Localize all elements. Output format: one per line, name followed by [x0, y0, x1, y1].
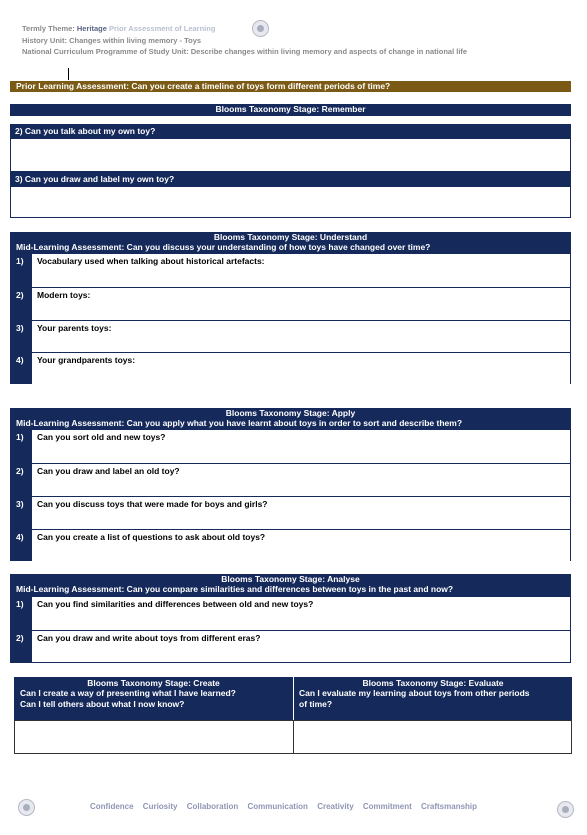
remember-stage-bar: Blooms Taxonomy Stage: Remember	[10, 104, 571, 116]
apply-row-3[interactable]	[32, 496, 570, 529]
remember-answer-2[interactable]	[10, 138, 571, 172]
analyse-row-1[interactable]	[32, 597, 570, 630]
apply-row-1[interactable]	[32, 430, 570, 463]
understand-table	[10, 253, 571, 384]
analyse-stage-bar: Blooms Taxonomy Stage: Analyse	[10, 574, 571, 584]
understand-stage-bar: Blooms Taxonomy Stage: Understand	[10, 232, 571, 242]
prior-assessment-bar: Prior Learning Assessment: Can you create a timeline of toys form different periods of time?	[10, 81, 571, 92]
apply-stage-bar: Blooms Taxonomy Stage: Apply	[10, 408, 571, 418]
analyse-item-2-number: 2)	[11, 630, 32, 643]
value-commitment: Commitment	[362, 802, 412, 811]
understand-mid-assessment: Mid-Learning Assessment: Can you discuss your understanding of how toys have changed over time?	[10, 242, 571, 253]
apply-item-2-text: Can you draw and label an old toy?	[37, 466, 180, 476]
analyse-item-1-text: Can you find similarities and differences between old and new toys?	[37, 599, 314, 609]
apply-item-4-text: Can you create a list of questions to ask about old toys?	[37, 532, 266, 542]
termly-theme-line	[22, 24, 215, 33]
school-crest-icon	[557, 801, 574, 818]
understand-row-4[interactable]	[32, 352, 570, 384]
apply-table	[10, 429, 571, 561]
value-communication: Communication	[247, 802, 308, 811]
apply-mid-assessment: Mid-Learning Assessment: Can you apply what you have learnt about toys in order to sort and describe them?	[10, 418, 571, 429]
analyse-item-1-number: 1)	[16, 599, 24, 609]
evaluate-line-2: of time?	[299, 699, 333, 709]
understand-item-1-text: Vocabulary used when talking about historical artefacts:	[37, 256, 265, 266]
curriculum-line: National Curriculum Programme of Study Unit: Describe changes within living memory and aspects of change in national life	[22, 47, 468, 56]
create-line-1: Can I create a way of presenting what I have learned?	[20, 688, 236, 698]
understand-item-2-number: 2)	[11, 287, 32, 300]
analyse-mid-assessment: Mid-Learning Assessment: Can you compare similarities and differences between toys in the past and now?	[10, 584, 571, 596]
theme-label: Termly Theme:	[22, 24, 75, 33]
understand-item-1-number: 1)	[16, 256, 24, 266]
create-line-2: Can I tell others about what I now know?	[20, 699, 185, 709]
evaluate-stage-title: Blooms Taxonomy Stage: Evaluate	[362, 678, 504, 688]
understand-item-4-number: 4)	[11, 352, 32, 365]
value-creativity: Creativity	[317, 802, 354, 811]
apply-item-3-text: Can you discuss toys that were made for boys and girls?	[37, 499, 268, 509]
apply-item-1-number: 1)	[16, 432, 24, 442]
value-collaboration: Collaboration	[186, 802, 239, 811]
remember-question-2: 2) Can you talk about my own toy?	[10, 124, 571, 138]
remember-answer-3[interactable]	[10, 186, 571, 218]
apply-row-4[interactable]	[32, 529, 570, 561]
theme-subtitle: Prior Assessment of Learning	[109, 24, 216, 33]
analyse-item-2-text: Can you draw and write about toys from different eras?	[37, 633, 261, 643]
evaluate-answer-box[interactable]	[293, 720, 572, 754]
understand-item-3-text: Your parents toys:	[37, 323, 112, 333]
text-cursor	[68, 68, 69, 80]
value-confidence: Confidence	[90, 802, 134, 811]
create-evaluate-header	[14, 677, 572, 720]
remember-question-3: 3) Can you draw and label my own toy?	[10, 172, 571, 186]
apply-item-1-text: Can you sort old and new toys?	[37, 432, 166, 442]
create-stage-title: Blooms Taxonomy Stage: Create	[87, 678, 220, 688]
understand-row-2[interactable]	[32, 287, 570, 320]
school-crest-icon	[252, 20, 269, 37]
school-values	[90, 802, 484, 811]
apply-item-4-number: 4)	[11, 529, 32, 542]
school-crest-icon	[18, 799, 35, 816]
apply-item-3-number: 3)	[11, 496, 32, 509]
analyse-row-2[interactable]	[32, 630, 570, 662]
understand-item-3-number: 3)	[11, 320, 32, 333]
apply-item-2-number: 2)	[11, 463, 32, 476]
evaluate-line-1: Can I evaluate my learning about toys from other periods	[299, 688, 530, 698]
history-unit-line: History Unit: Changes within living memory - Toys	[22, 36, 202, 45]
value-curiosity: Curiosity	[142, 802, 178, 811]
analyse-table	[10, 596, 571, 663]
theme-value: Heritage	[76, 24, 107, 33]
understand-row-3[interactable]	[32, 320, 570, 352]
understand-item-2-text: Modern toys:	[37, 290, 91, 300]
apply-row-2[interactable]	[32, 463, 570, 496]
understand-item-4-text: Your grandparents toys:	[37, 355, 136, 365]
understand-row-1[interactable]	[32, 254, 570, 287]
create-answer-box[interactable]	[14, 720, 294, 754]
value-craftsmanship: Craftsmanship	[421, 802, 478, 811]
